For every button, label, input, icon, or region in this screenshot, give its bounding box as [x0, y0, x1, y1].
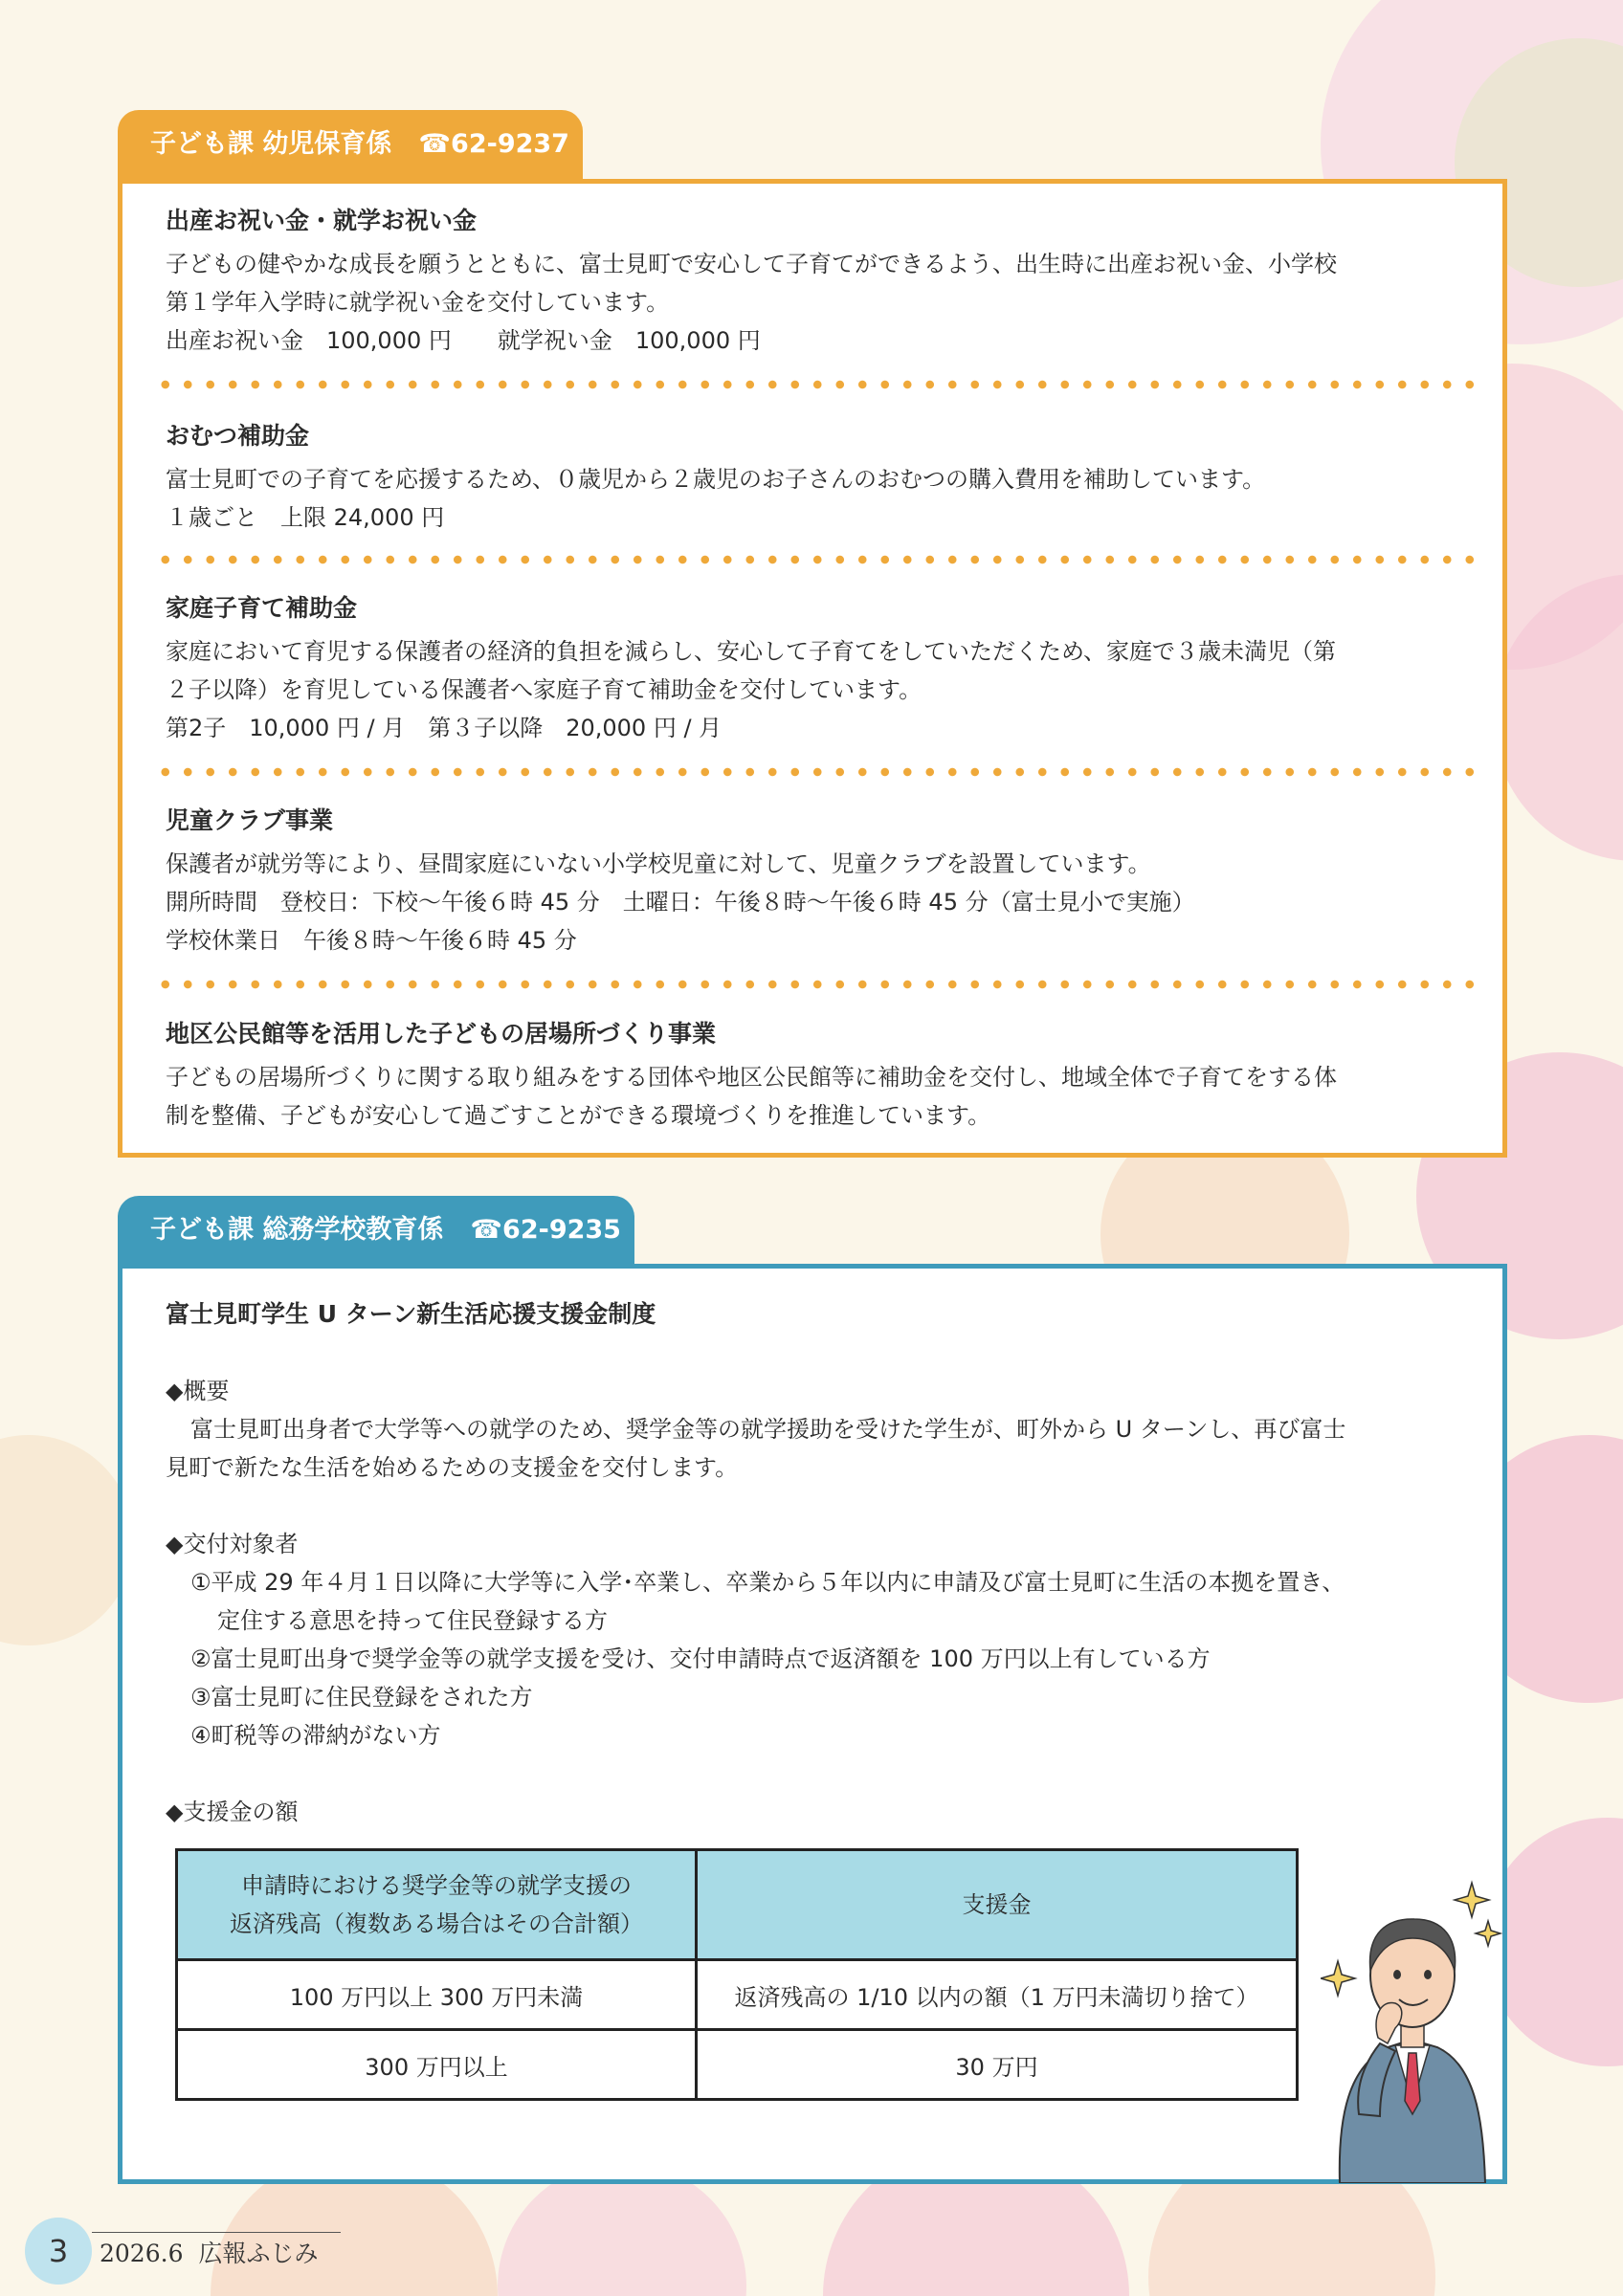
- table-header-amount: 支援金: [697, 1850, 1298, 1960]
- footer-issue: [100, 2235, 319, 2269]
- section2-tab-phone: ☎62-9235: [470, 1215, 621, 1245]
- issue-date: 2026.6: [100, 2240, 184, 2267]
- eligible-heading: ◆交付対象者: [166, 1531, 299, 1557]
- item-line: 出産お祝い金 100,000 円 就学祝い金 100,000 円: [166, 327, 761, 354]
- item-title: 児童クラブ事業: [166, 806, 334, 834]
- item-children-place: [166, 1016, 1464, 1135]
- eligible-item: 定住する意思を持って住民登録する方: [217, 1607, 608, 1634]
- eligible-item: ④町税等の滞納がない方: [190, 1722, 441, 1749]
- item-line: 学校休業日 午後８時～午後６時 45 分: [166, 927, 577, 954]
- item-line: 第１学年入学時に就学祝い金を交付しています。: [166, 289, 670, 316]
- item-title: 地区公民館等を活用した子どもの居場所づくり事業: [166, 1020, 717, 1048]
- item-line: １歳ごと 上限 24,000 円: [166, 504, 445, 531]
- overview-line: 見町で新たな生活を始めるための支援金を交付します。: [166, 1454, 739, 1481]
- table-cell-range: 100 万円以上 300 万円未満: [177, 1960, 697, 2030]
- page-number: 3: [25, 2218, 92, 2285]
- table-cell-range: 300 万円以上: [177, 2030, 697, 2100]
- section2-tab-label: 子ども課 総務学校教育係: [150, 1215, 444, 1245]
- item-line: 開所時間 登校日：下校～午後６時 45 分 土曜日：午後８時～午後６時 45 分（富士見小で実施）: [166, 889, 1195, 916]
- footer-rule: [92, 2232, 341, 2233]
- section2-title: 富士見町学生 U ターン新生活応援支援金制度: [166, 1300, 656, 1328]
- item-line: 保護者が就労等により、昼間家庭にいない小学校児童に対して、児童クラブを設置しています。: [166, 850, 1151, 877]
- item-line: 富士見町での子育てを応援するため、０歳児から２歳児のお子さんのおむつの購入費用を補助しています。: [166, 466, 1266, 493]
- header-line: 返済残高（複数ある場合はその合計額）: [230, 1910, 643, 1937]
- dotted-divider: [154, 767, 1474, 777]
- item-title: おむつ補助金: [166, 422, 310, 450]
- table-cell-amount: 返済残高の 1/10 以内の額（1 万円未満切り捨て）: [697, 1960, 1298, 2030]
- dotted-divider: [154, 380, 1474, 389]
- item-line: 第2子 10,000 円 / 月 第３子以降 20,000 円 / 月: [166, 715, 723, 741]
- table-header-balance: [177, 1850, 697, 1960]
- table-row: [177, 1960, 1298, 2030]
- support-amount-table: [175, 1848, 1299, 2101]
- item-line: 子どもの居場所づくりに関する取り組みをする団体や地区公民館等に補助金を交付し、地域全体で子育てをする体: [166, 1064, 1337, 1091]
- header-line: 申請時における奨学金等の就学支援の: [241, 1872, 632, 1899]
- section2-box: [118, 1264, 1507, 2184]
- dotted-divider: [154, 555, 1474, 564]
- overview-heading: ◆概要: [166, 1378, 230, 1404]
- item-children-club: [166, 803, 1464, 960]
- item-diaper-subsidy: [166, 418, 1464, 537]
- section1-tab: [118, 110, 583, 179]
- section1-box: [118, 179, 1507, 1158]
- table-row: [177, 2030, 1298, 2100]
- item-line: 家庭において育児する保護者の経済的負担を減らし、安心して子育てをしていただくため、家庭で３歳未満児（第: [166, 638, 1337, 665]
- item-line: 子どもの健やかな成長を願うとともに、富士見町で安心して子育てができるよう、出生時に出産お祝い金、小学校: [166, 251, 1337, 277]
- magazine-name: 広報ふじみ: [198, 2240, 319, 2267]
- overview-line: 富士見町出身者で大学等への就学のため、奨学金等の就学援助を受けた学生が、町外から U ターンし、再び富士: [190, 1416, 1346, 1443]
- section1-tab-label: 子ども課 幼児保育係: [150, 129, 392, 159]
- eligible-item: ①平成 29 年４月１日以降に大学等に入学･卒業し、卒業から５年以内に申請及び富士見町に生活の本拠を置き、: [190, 1569, 1345, 1596]
- item-title: 出産お祝い金・就学お祝い金: [166, 207, 478, 234]
- section1-tab-phone: ☎62-9237: [418, 129, 569, 159]
- dotted-divider: [154, 980, 1474, 989]
- eligible-item: ②富士見町出身で奨学金等の就学支援を受け、交付申請時点で返済額を 100 万円以上有している方: [190, 1645, 1211, 1672]
- item-line: ２子以降）を育児している保護者へ家庭子育て補助金を交付しています。: [166, 676, 923, 703]
- item-birth-school-gift: [166, 203, 1464, 360]
- item-title: 家庭子育て補助金: [166, 594, 358, 622]
- section2-content: [166, 1295, 1464, 1831]
- section2-tab: [118, 1196, 634, 1265]
- item-home-childcare-subsidy: [166, 590, 1464, 747]
- amount-heading: ◆支援金の額: [166, 1799, 299, 1825]
- businessman-illustration: [1321, 1875, 1502, 2183]
- table-header-row: [177, 1850, 1298, 1960]
- item-line: 制を整備、子どもが安心して過ごすことができる環境づくりを推進しています。: [166, 1102, 991, 1129]
- eligible-item: ③富士見町に住民登録をされた方: [190, 1684, 533, 1711]
- table-cell-amount: 30 万円: [697, 2030, 1298, 2100]
